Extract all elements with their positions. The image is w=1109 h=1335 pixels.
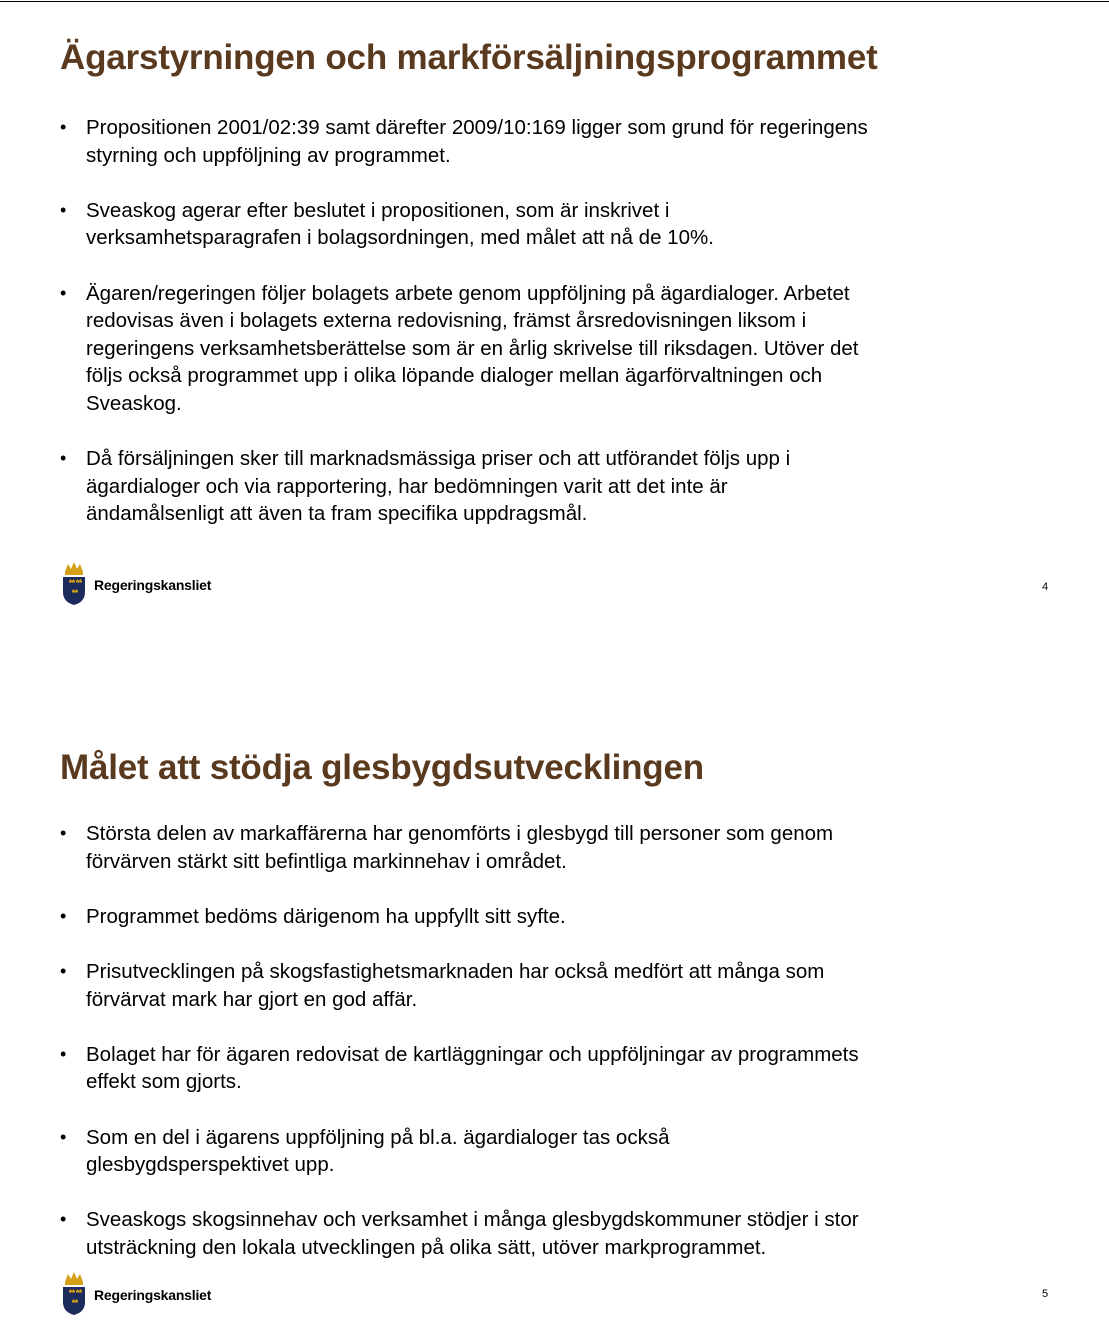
bullet-text-line: verksamhetsparagrafen i bolagsordningen, med målet att nå de 10%. <box>86 226 714 250</box>
bullet-item <box>60 958 980 1013</box>
slide-title: Målet att stödja glesbygdsutvecklingen <box>60 748 704 787</box>
page-number: 5 <box>1042 1288 1049 1300</box>
bullet-item <box>60 820 980 875</box>
bullet-marker: • <box>60 1209 67 1230</box>
bullet-text-line: ändamålsenligt att även ta fram specifika uppdragsmål. <box>86 502 588 526</box>
bullet-list <box>60 114 980 556</box>
bullet-item <box>60 1206 980 1261</box>
bullet-item <box>60 197 980 252</box>
bullet-item <box>60 1124 980 1179</box>
bullet-text-line: Största delen av markaffärerna har genomförts i glesbygd till personer som genom <box>86 822 834 845</box>
bullet-marker: • <box>60 960 67 981</box>
bullet-item <box>60 445 980 528</box>
bullet-marker: • <box>60 199 67 220</box>
logo-text: Regeringskansliet <box>94 1287 212 1303</box>
swedish-coat-of-arms-icon <box>60 560 88 606</box>
bullet-item <box>60 903 980 931</box>
footer-logo <box>60 560 211 606</box>
slide-title: Ägarstyrningen och markförsäljningsprogrammet <box>60 38 878 77</box>
bullet-text-line: Propositionen 2001/02:39 samt därefter 2009/10:169 ligger som grund för regeringens <box>86 116 868 139</box>
bullet-text-line: Bolaget har för ägaren redovisat de kartläggningar och uppföljningar av programmets <box>86 1042 859 1066</box>
bullet-text-line: förvärven stärkt sitt befintliga markinnehav i området. <box>86 849 567 873</box>
bullet-text-line: effekt som gjorts. <box>86 1070 242 1094</box>
bullet-item <box>60 114 980 169</box>
bullet-text-line: Sveaskog. <box>86 391 182 415</box>
bullet-item <box>60 1041 980 1096</box>
bullet-text-line: Sveaskog agerar efter beslutet i propositionen, som är inskrivet i <box>86 198 670 222</box>
bullet-item <box>60 280 980 418</box>
page-number: 4 <box>1042 581 1049 593</box>
bullet-text-line: glesbygdsperspektivet upp. <box>86 1153 335 1177</box>
bullet-text-line: redovisas även i bolagets externa redovisning, främst årsredovisningen liksom i <box>86 309 807 333</box>
bullet-marker: • <box>60 823 67 843</box>
bullet-marker: • <box>60 1126 67 1147</box>
bullet-text-line: Ägaren/regeringen följer bolagets arbete genom uppföljning på ägardialoger. Arbetet <box>86 281 850 305</box>
bullet-text-line: Då försäljningen sker till marknadsmässiga priser och att utförandet följs upp i <box>86 447 791 471</box>
bullet-text-line: utsträckning den lokala utvecklingen på olika sätt, utöver markprogrammet. <box>86 1235 767 1259</box>
bullet-marker: • <box>60 282 67 303</box>
bullet-text-line: Prisutvecklingen på skogsfastighetsmarknaden har också medfört att många som <box>86 959 825 983</box>
bullet-text-line: regeringens verksamhetsberättelse som är en årlig skrivelse till riksdagen. Utöver det <box>86 336 859 360</box>
swedish-coat-of-arms-icon <box>60 1270 88 1316</box>
bullet-text-line: följs också programmet upp i olika löpande dialoger mellan ägarförvaltningen och <box>86 364 823 388</box>
bullet-text-line: styrning och uppföljning av programmet. <box>86 143 451 167</box>
logo-text: Regeringskansliet <box>94 577 212 593</box>
slide-5 <box>0 710 1109 1335</box>
bullet-text-line: förvärvat mark har gjort en god affär. <box>86 987 418 1011</box>
bullet-text-line: Som en del i ägarens uppföljning på bl.a. ägardialoger tas också <box>86 1125 670 1149</box>
bullet-text-line: ägardialoger och via rapportering, har bedömningen varit att det inte är <box>86 474 728 498</box>
footer-logo <box>60 1270 211 1316</box>
bullet-marker: • <box>60 905 67 926</box>
bullet-marker: • <box>60 1043 67 1064</box>
bullet-text-line: Sveaskogs skogsinnehav och verksamhet i många glesbygdskommuner stödjer i stor <box>86 1208 859 1232</box>
bullet-marker: • <box>60 448 67 469</box>
bullet-text-line: Programmet bedöms därigenom ha uppfyllt sitt syfte. <box>86 904 566 928</box>
bullet-list <box>60 820 980 1289</box>
bullet-marker: • <box>60 117 67 137</box>
